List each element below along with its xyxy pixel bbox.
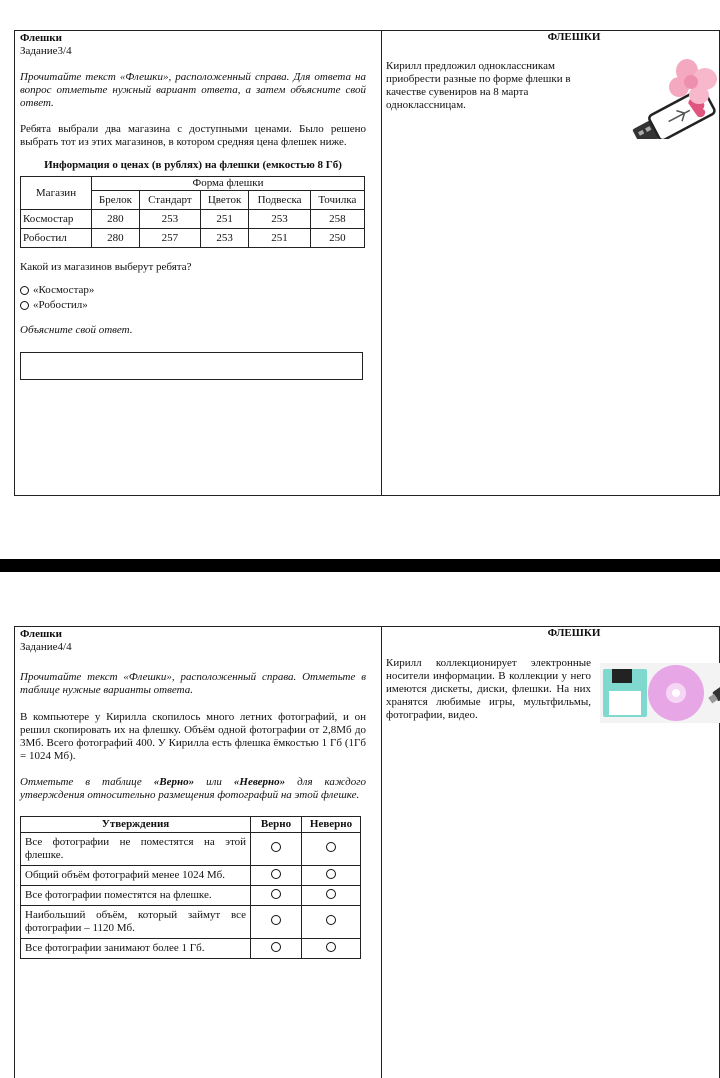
explain-prompt: Объясните свой ответ. <box>20 324 133 336</box>
instruction-true-false <box>20 776 366 802</box>
table-row <box>21 886 361 906</box>
sheet-header: Флешки <box>20 628 62 640</box>
false-header: Неверно <box>302 817 361 833</box>
price-cell: 280 <box>92 229 140 248</box>
usb-flower-icon <box>619 57 720 139</box>
page-separator <box>0 559 720 572</box>
price-cell: 251 <box>249 229 311 248</box>
option-robostil[interactable] <box>20 299 366 312</box>
text-title: ФЛЕШКИ <box>547 627 601 639</box>
radio-circle-icon[interactable] <box>20 301 29 310</box>
column-header: Подвеска <box>249 191 311 210</box>
media-collection-icon <box>600 663 720 723</box>
table-row <box>21 229 365 248</box>
price-cell: 280 <box>92 210 140 229</box>
radio-circle-icon[interactable] <box>326 869 336 879</box>
statements-header: Утверждения <box>21 817 251 833</box>
option-label: «Робостил» <box>33 299 88 311</box>
radio-circle-icon[interactable] <box>326 842 336 852</box>
task-sheet-4 <box>14 626 720 1078</box>
question: Какой из магазинов выберут ребята? <box>20 261 192 273</box>
price-cell: 253 <box>139 210 200 229</box>
true-header: Верно <box>251 817 302 833</box>
shop-header: Магазин <box>21 177 92 210</box>
statements-table <box>20 816 361 959</box>
radio-circle-icon[interactable] <box>20 286 29 295</box>
true-radio[interactable] <box>251 886 302 906</box>
false-radio[interactable] <box>302 886 361 906</box>
table-row <box>21 906 361 939</box>
task-number: Задание3/4 <box>20 45 72 57</box>
price-cell: 251 <box>200 210 248 229</box>
false-radio[interactable] <box>302 866 361 886</box>
radio-circle-icon[interactable] <box>326 915 336 925</box>
radio-circle-icon[interactable] <box>271 915 281 925</box>
sheet-header: Флешки <box>20 32 62 44</box>
true-radio[interactable] <box>251 866 302 886</box>
text-title: ФЛЕШКИ <box>547 31 601 43</box>
task-panel <box>20 628 366 959</box>
column-header: Цветок <box>200 191 248 210</box>
price-cell: 250 <box>310 229 364 248</box>
radio-circle-icon[interactable] <box>326 889 336 899</box>
option-label: «Космостар» <box>33 284 95 296</box>
true-radio[interactable] <box>251 833 302 866</box>
true-radio[interactable] <box>251 906 302 939</box>
task-paragraph: Ребята выбрали два магазина с доступными ценами. Было решено выбрать тот из этих магазинов, в котором средняя цена флешек ниже. <box>20 123 366 148</box>
task-number: Задание4/4 <box>20 641 72 653</box>
statement-text: Все фотографии поместятся на флешке. <box>21 886 251 906</box>
statement-text: Общий объём фотографий менее 1024 Мб. <box>21 866 251 886</box>
table-row <box>21 210 365 229</box>
price-cell: 253 <box>200 229 248 248</box>
statement-text: Наибольший объём, который займут все фотографии – 1120 Мб. <box>21 906 251 939</box>
shape-group-header: Форма флешки <box>92 177 365 191</box>
radio-circle-icon[interactable] <box>271 889 281 899</box>
table-row <box>21 833 361 866</box>
shop-name: Робостил <box>21 229 92 248</box>
column-header: Стандарт <box>139 191 200 210</box>
task-sheet-3 <box>14 30 720 496</box>
false-radio[interactable] <box>302 939 361 959</box>
price-cell: 257 <box>139 229 200 248</box>
instruction: Прочитайте текст «Флешки», расположенный справа. Отметьте в таблице нужные варианты ответа. <box>20 671 366 696</box>
text-body: Кирилл предложил одноклассникам приобрести разные по форме флешки в качестве сувениров на 8 марта одноклассницам. <box>386 60 571 111</box>
instruction: Прочитайте текст «Флешки», расположенный справа. Для ответа на вопрос отметьте нужный вариант ответа, а затем объясните свой ответ. <box>20 71 366 109</box>
radio-circle-icon[interactable] <box>326 942 336 952</box>
task-paragraph: В компьютере у Кирилла скопилось много летних фотографий, и он решил скопировать их на флешку. Объём одной фотографии от 2,8Мб до 3Мб. Всего фотографий 400. У Кирилла есть флешка ёмкостью 1 Гб (1Гб = 1024 Мб). <box>20 711 366 762</box>
table-row <box>21 866 361 886</box>
instruction-part: или <box>194 776 234 788</box>
price-cell: 253 <box>249 210 311 229</box>
radio-circle-icon[interactable] <box>271 869 281 879</box>
shop-name: Космостар <box>21 210 92 229</box>
column-header: Брелок <box>92 191 140 210</box>
radio-circle-icon[interactable] <box>271 942 281 952</box>
column-header: Точилка <box>310 191 364 210</box>
column-divider <box>381 31 382 495</box>
price-cell: 258 <box>310 210 364 229</box>
false-radio[interactable] <box>302 833 361 866</box>
price-table <box>20 176 365 248</box>
instruction-part: Отметьте в таблице <box>20 776 154 788</box>
statement-text: Все фотографии не поместятся на этой флешке. <box>21 833 251 866</box>
text-panel <box>381 31 719 111</box>
radio-circle-icon[interactable] <box>271 842 281 852</box>
instruction-part: для каждого утверждения относительно размещения фотографий на этой флешке. <box>20 776 367 801</box>
statement-text: Все фотографии занимают более 1 Гб. <box>21 939 251 959</box>
text-panel <box>381 627 719 721</box>
task-panel <box>20 32 366 380</box>
text-body: Кирилл коллекционирует электронные носители информации. В коллекции у него имеются дискеты, диски, флешки. На них хранятся любимые игры, мультфильмы, фотографии, видео. <box>386 657 591 721</box>
table-row <box>21 939 361 959</box>
instruction-true: «Верно» <box>153 776 195 788</box>
option-kosmostar[interactable] <box>20 284 366 297</box>
price-table-title: Информация о ценах (в рублях) на флешки (емкостью 8 Гб) <box>44 159 342 171</box>
false-radio[interactable] <box>302 906 361 939</box>
answer-input[interactable] <box>20 352 363 380</box>
true-radio[interactable] <box>251 939 302 959</box>
column-divider <box>381 627 382 1078</box>
instruction-false: «Неверно» <box>233 776 286 788</box>
